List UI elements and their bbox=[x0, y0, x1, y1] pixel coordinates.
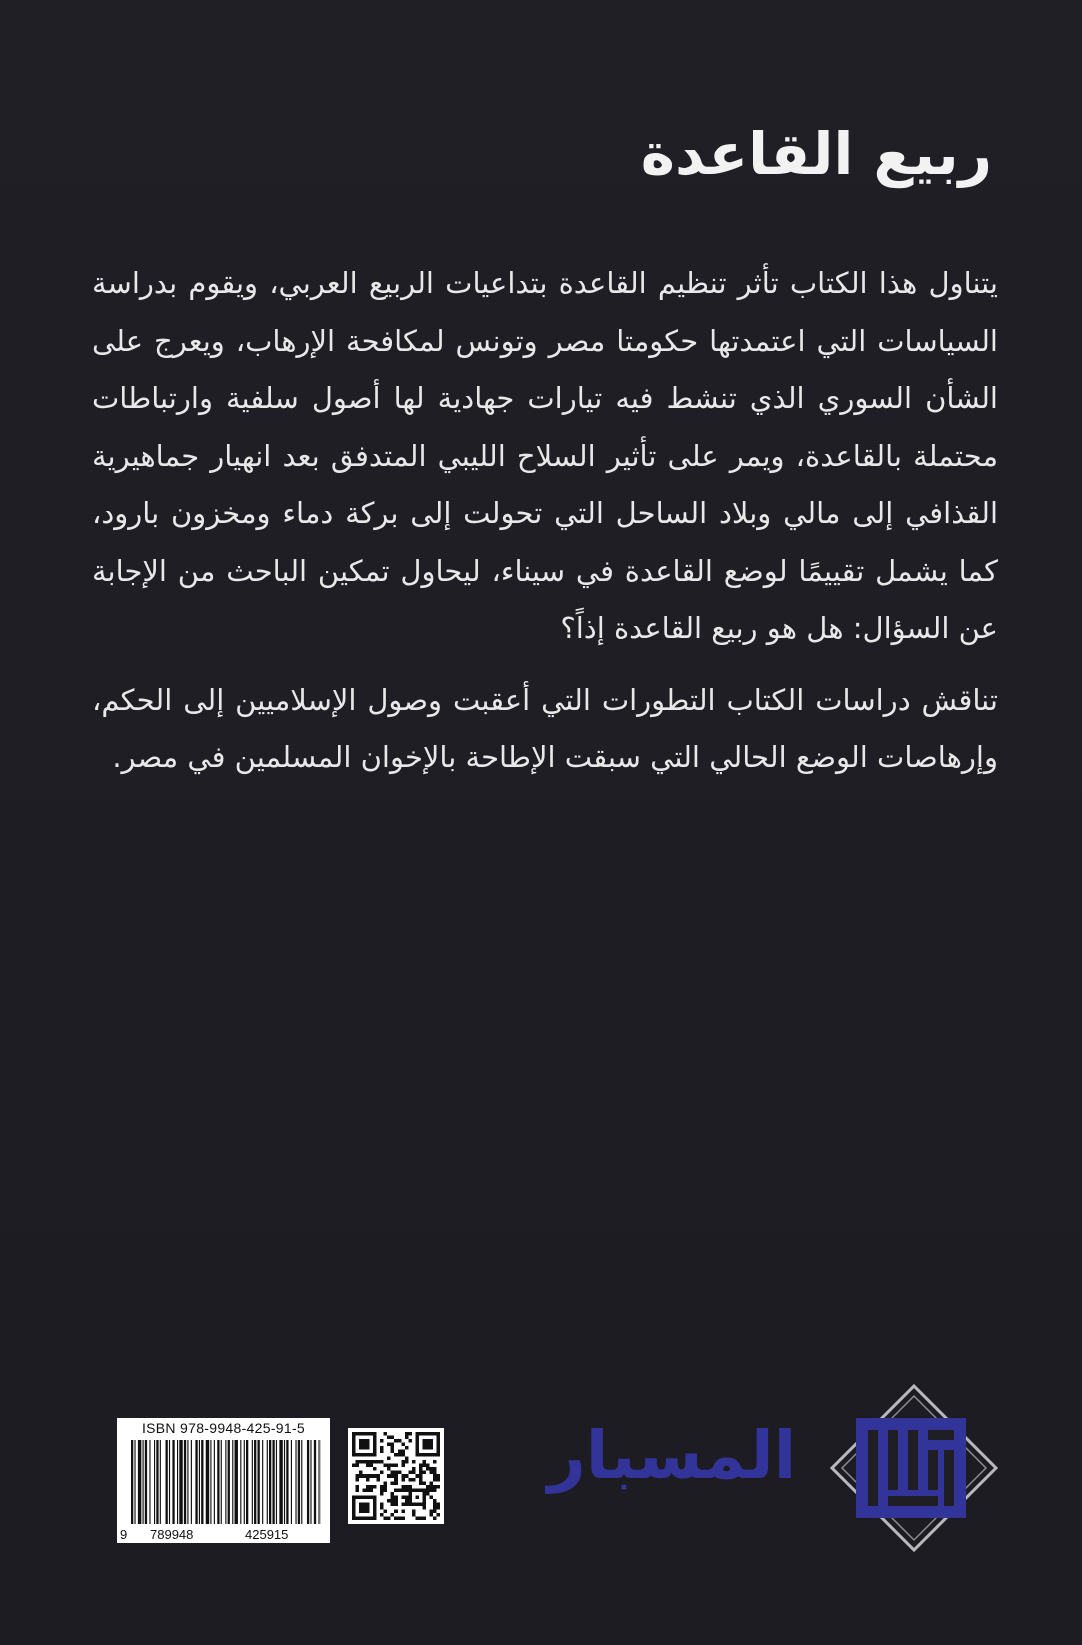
barcode-digits-right: 425915 bbox=[245, 1527, 289, 1542]
publisher-name: المسبار bbox=[547, 1417, 797, 1494]
blurb bbox=[92, 255, 998, 787]
barcode-digit-first: 9 bbox=[120, 1527, 128, 1542]
blurb-paragraph-1: يتناول هذا الكتاب تأثر تنظيم القاعدة بتداعيات الربيع العربي، ويقوم بدراسة السياسات التي اعتمدتها حكومتا مصر وتونس لمكافحة الإرهاب، ويعرج على الشأن السوري الذي تنشط فيه تيارات جهادية لها أصول سلفية وارتباطات محتملة بالقاعدة، ويمر على تأثير السلاح الليبي المتدفق بعد انهيار جماهيرية القذافي إلى مالي وبلاد الساحل التي تحولت إلى بركة دماء ومخزون بارود، كما يشمل تقييمًا لوضع القاعدة في سيناء، ليحاول تمكين الباحث من الإجابة عن السؤال: هل هو ربيع القاعدة إذاً؟ bbox=[92, 266, 998, 645]
qr-code-graphic bbox=[352, 1432, 440, 1520]
qr-code-icon bbox=[348, 1428, 444, 1524]
isbn-label: ISBN 978-9948-425-91-5 bbox=[141, 1420, 306, 1436]
blurb-paragraph-2: تناقش دراسات الكتاب التطورات التي أعقبت وصول الإسلاميين إلى الحكم، وإرهاصات الوضع الحالي التي سبقت الإطاحة بالإخوان المسلمين في مصر. bbox=[92, 682, 998, 774]
publisher-emblem-icon bbox=[828, 1382, 1000, 1554]
barcode-bars bbox=[131, 1440, 321, 1524]
barcode-digits-left: 789948 bbox=[150, 1527, 194, 1542]
book-title: ربيع القاعدة bbox=[640, 120, 992, 188]
isbn-barcode bbox=[117, 1418, 330, 1543]
